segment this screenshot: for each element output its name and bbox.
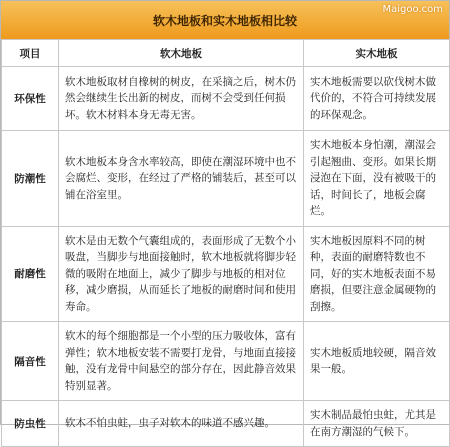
- header-solidwood: 实木地板: [304, 40, 450, 67]
- table-row: [2, 226, 450, 322]
- header-row: [2, 40, 450, 67]
- watermark: Maigoo.com: [382, 4, 443, 15]
- table-row: [2, 67, 450, 131]
- comparison-table: [1, 39, 450, 447]
- softwood-cell: 软木不怕虫蛀，虫子对软木的味道不感兴趣。: [59, 401, 304, 447]
- solidwood-cell: 实木地板质地较硬，隔音效果一般。: [304, 322, 450, 401]
- softwood-cell: 软木是由无数个气囊组成的，表面形成了无数个小吸盘，当脚步与地面接触时，软木地板就将脚步轻微的吸附在地面上，减少了脚步与地板的相对位移，减少磨损，从而延长了地板的耐磨时间和使用寿命。: [59, 226, 304, 322]
- row-label: 隔音性: [2, 322, 59, 401]
- table-title: 软木地板和实木地板相比较: [1, 1, 449, 39]
- softwood-cell: 软木的每个细胞都是一个小型的压力吸收体，富有弹性；软木地板安装不需要打龙骨，与地面直接接触，没有龙骨中间悬空的部分存在，因此静音效果特别显著。: [59, 322, 304, 401]
- solidwood-cell: 实木制品最怕虫蛀，尤其是在南方潮湿的气候下。: [304, 401, 450, 447]
- header-item: 项目: [2, 40, 59, 67]
- row-label: 环保性: [2, 67, 59, 131]
- row-label: 防虫性: [2, 401, 59, 447]
- solidwood-cell: 实木地板需要以砍伐树木做代价的，不符合可持续发展的环保观念。: [304, 67, 450, 131]
- table-row: [2, 322, 450, 401]
- table-row: [2, 401, 450, 447]
- softwood-cell: 软木地板本身含水率较高，即使在潮湿环境中也不会腐烂、变形，在经过了严格的铺装后，甚至可以铺在浴室里。: [59, 131, 304, 227]
- softwood-cell: 软木地板取材自橡树的树皮，在采摘之后，树木仍然会继续生长出新的树皮，而树不会受到任何损坏。软木材料本身无毒无害。: [59, 67, 304, 131]
- row-label: 防潮性: [2, 131, 59, 227]
- solidwood-cell: 实木地板因原料不同的树种，表面的耐磨特数也不同，好的实木地板表面不易磨损，但要注意金属硬物的刮擦。: [304, 226, 450, 322]
- solidwood-cell: 实木地板本身怕潮，潮湿会引起翘曲、变形。如果长期浸泡在下面，没有被吸干的话，时间长了，地板会腐烂。: [304, 131, 450, 227]
- table-row: [2, 131, 450, 227]
- row-label: 耐磨性: [2, 226, 59, 322]
- header-softwood: 软木地板: [59, 40, 304, 67]
